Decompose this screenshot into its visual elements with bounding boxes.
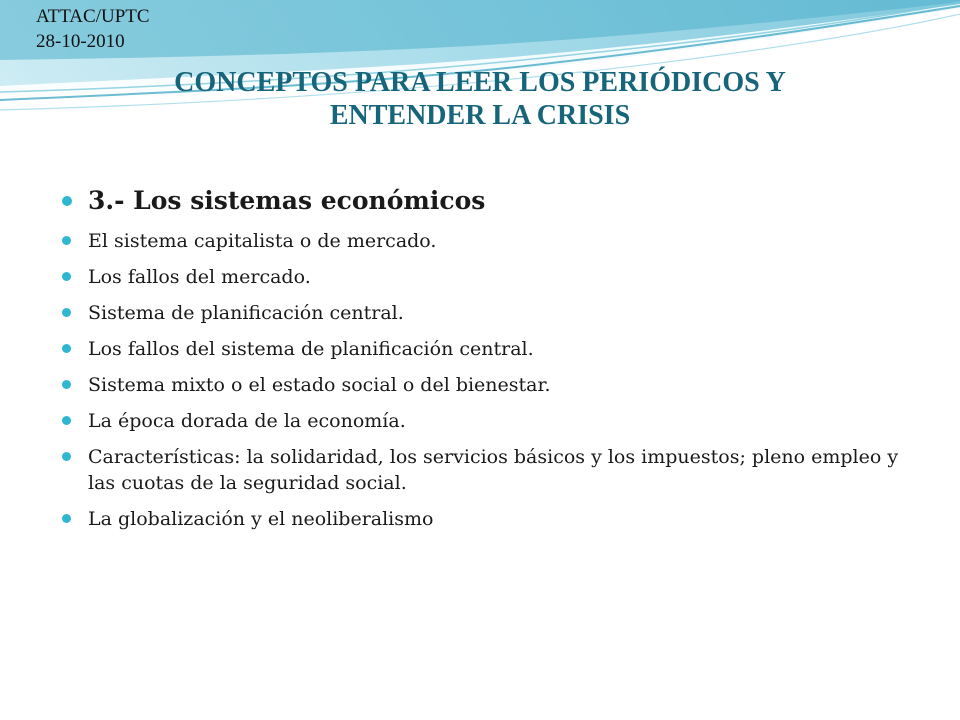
bullet-item [62,372,902,398]
bullet-text: El sistema capitalista o de mercado. [88,230,437,252]
bullet-dot-icon [62,344,71,353]
bullet-item [62,264,902,290]
bullet-text: Los fallos del mercado. [88,266,311,288]
bullet-text: Sistema mixto o el estado social o del bienestar. [88,374,551,396]
bullet-item [62,506,902,532]
bullet-item [62,228,902,254]
bullet-dot-icon [62,272,71,281]
header-meta [36,4,150,54]
organization-label: ATTAC/UPTC [36,6,150,27]
slide-title-line-2: ENTENDER LA CRISIS [329,100,631,131]
bullet-text: Los fallos del sistema de planificación central. [88,338,534,360]
slide-title [60,66,900,132]
bullet-dot-icon [62,236,71,245]
bullet-dot-icon [62,452,71,461]
bullet-item [62,408,902,434]
bullet-text: La globalización y el neoliberalismo [88,508,434,530]
bullet-dot-icon [62,380,71,389]
bullet-dot-icon [62,514,71,523]
bullet-dot-icon [62,308,71,317]
date-label: 28-10-2010 [36,31,125,52]
bullet-item [62,336,902,362]
bullet-dot-icon [62,416,71,425]
bullet-text: Características: la solidaridad, los servicios básicos y los impuestos; pleno empleo y las cuotas de la seguridad social. [88,446,899,494]
bullet-text: Sistema de planificación central. [88,302,404,324]
slide-title-line-1: CONCEPTOS PARA LEER LOS PERIÓDICOS Y [174,67,786,98]
bullet-dot-icon [62,196,72,206]
bullet-list [62,184,902,542]
bullet-item [62,444,902,496]
bullet-text: 3.- Los sistemas económicos [88,186,486,215]
bullet-item-heading [62,184,902,218]
bullet-item [62,300,902,326]
bullet-text: La época dorada de la economía. [88,410,406,432]
